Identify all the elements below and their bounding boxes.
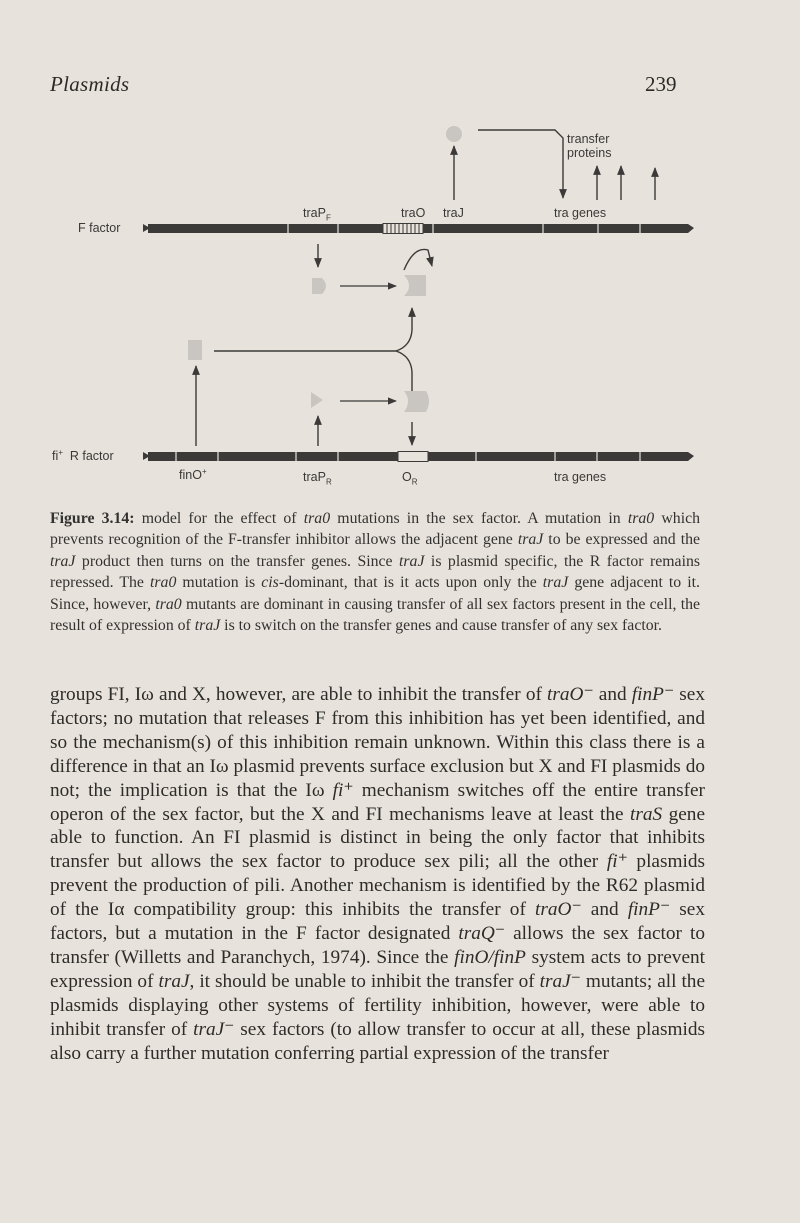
text-run: finP bbox=[627, 899, 660, 921]
text-run: system acts to prevent expression of bbox=[50, 946, 705, 992]
fino-text: finO bbox=[179, 468, 202, 483]
text-run: , it should be unable to inhibit the transfer of bbox=[189, 970, 540, 992]
trao-curved-arrow bbox=[404, 249, 432, 270]
running-head: Plasmids bbox=[50, 72, 130, 96]
transfer-proteins-label bbox=[567, 132, 611, 160]
fino-sup: + bbox=[201, 467, 207, 476]
trap-f-text: traP bbox=[303, 206, 326, 220]
figure-caption bbox=[50, 508, 700, 636]
body-paragraph bbox=[50, 683, 705, 1066]
f-factor-bar bbox=[143, 224, 694, 234]
text-run: -dominant, that is it acts upon only the bbox=[278, 574, 543, 592]
traj-label: traJ bbox=[443, 206, 464, 220]
text-run: ⁻ bbox=[570, 970, 581, 992]
text-run: ⁻ bbox=[659, 899, 671, 921]
text-run: and bbox=[593, 684, 632, 705]
trap-f-label bbox=[303, 206, 331, 223]
text-run: mutants are dominant in causing transfer of all sex factors present in the cell, the result of expression of bbox=[50, 595, 700, 635]
text-run: traJ bbox=[50, 552, 76, 570]
text-run: traO bbox=[547, 684, 584, 705]
fi-text: fi bbox=[52, 449, 59, 464]
text-run: ⁻ bbox=[494, 923, 506, 945]
fino-protein-square bbox=[188, 340, 202, 360]
r-complex-shape bbox=[404, 391, 429, 412]
trap-r-sub: R bbox=[325, 477, 332, 487]
text-run: fi bbox=[332, 779, 344, 801]
text-run: sex factors (to allow transfer to occur at all, these plasmids also carry a further mutation conferring partial expression of the transfer bbox=[50, 1018, 705, 1064]
text-run: mechanism switches off the entire transfer operon of the sex factor, but the X and FI mechanisms leave at least the bbox=[50, 779, 705, 825]
text-run: plasmids prevent the production of pili. Another mechanism is identified by the R62 plasmid of the Iα compatibility group: this inhibits the transfer of bbox=[50, 851, 705, 921]
text-run: traJ bbox=[193, 1018, 225, 1040]
text-run: tra0 bbox=[155, 595, 182, 613]
text-run: traJ bbox=[542, 574, 569, 592]
trap-r-label bbox=[303, 470, 332, 487]
text-run: fi bbox=[606, 851, 618, 873]
trao-mutant-circle bbox=[446, 126, 462, 142]
f-repressor-shape bbox=[312, 278, 326, 294]
text-run: ⁻ bbox=[663, 684, 675, 705]
caption-text bbox=[50, 510, 700, 634]
text-run: traO bbox=[535, 899, 572, 921]
fi-plus: + bbox=[58, 448, 63, 457]
text-run: mutants; all the plasmids displaying other systems of fertility inhibition, however, were able to inhibit transfer of bbox=[50, 970, 705, 1040]
or-sub: R bbox=[411, 477, 418, 487]
text-run: tra0 bbox=[150, 574, 177, 592]
bracket-upper-arrow bbox=[214, 308, 412, 351]
f-factor-label: F factor bbox=[78, 221, 121, 235]
text-run: ⁺ bbox=[343, 779, 354, 801]
text-run: mutation is bbox=[176, 574, 262, 592]
transfer-proteins-arrow bbox=[478, 130, 563, 198]
text-run: mutations in the sex factor. A mutation in bbox=[330, 510, 628, 527]
text-run: tra0 bbox=[627, 510, 655, 527]
text-run: to be expressed and the bbox=[543, 531, 700, 549]
text-run: gene able to function. An FI plasmid is distinct in being the only factor that inhibits transfer but allows the sex factor to produce sex pili; all the other bbox=[50, 803, 706, 873]
text-run: sex factors, but a mutation in the F factor designated bbox=[50, 899, 705, 945]
text-run: traJ bbox=[158, 970, 190, 992]
text-run: ⁻ bbox=[571, 899, 582, 921]
tra-genes-top-label: tra genes bbox=[554, 206, 607, 220]
text-run: and bbox=[581, 899, 628, 921]
body-text-runs bbox=[50, 683, 705, 1066]
text-run: sex factors; no mutation that releases F from this inhibition has yet been identified, and so the mechanism(s) of this inhibition remain unknown. Within this class there is a difference in that an Iω plasmid prevents surface exclusion but X and FI plasmids do not; the implication is that the Iω bbox=[50, 684, 705, 801]
figure-diagram bbox=[0, 110, 800, 500]
or-label bbox=[402, 470, 418, 487]
text-run: product then turns on the transfer genes. Since bbox=[75, 552, 400, 570]
text-run: traJ bbox=[399, 552, 425, 570]
text-run: model for the effect of bbox=[134, 510, 304, 527]
page-number: 239 bbox=[645, 72, 677, 96]
text-run: is to switch on the transfer genes and cause transfer of any sex factor. bbox=[220, 617, 662, 635]
transfer-label-line2: proteins bbox=[567, 146, 612, 160]
f-complex-shape bbox=[404, 275, 426, 296]
caption-title: Figure 3.14: bbox=[50, 510, 135, 527]
transfer-label-line1: transfer bbox=[567, 132, 610, 146]
trao-label: traO bbox=[401, 206, 426, 220]
r-repressor-shape bbox=[311, 392, 323, 408]
text-run: gene adjacent to it. Since, however, bbox=[50, 574, 700, 613]
text-run: groups FI, Iω and X, however, are able to inhibit the transfer of bbox=[50, 684, 548, 705]
r-factor-bar bbox=[143, 452, 694, 462]
text-run: traJ bbox=[194, 617, 221, 635]
tra-genes-bottom-label: tra genes bbox=[554, 470, 607, 484]
or-text: O bbox=[402, 470, 412, 484]
text-run: ⁻ bbox=[583, 684, 594, 705]
fino-label bbox=[179, 467, 207, 482]
text-run: traJ bbox=[539, 970, 571, 992]
text-run: cis bbox=[261, 574, 279, 592]
trap-r-text: traP bbox=[303, 470, 326, 484]
figure-3-14 bbox=[0, 110, 800, 500]
text-run: ⁻ bbox=[224, 1018, 235, 1040]
text-run: ⁺ bbox=[617, 851, 628, 873]
text-run: traJ bbox=[517, 531, 544, 549]
text-run: traS bbox=[630, 803, 663, 825]
text-run: tra0 bbox=[303, 510, 331, 527]
text-run: traQ bbox=[458, 923, 495, 945]
trap-f-sub: F bbox=[325, 213, 331, 223]
text-run: which prevents recognition of the F-transfer inhibitor allows the adjacent gene bbox=[50, 510, 700, 549]
text-run: finO/finP bbox=[454, 946, 526, 968]
r-factor-text: R factor bbox=[69, 449, 114, 464]
text-run: allows the sex factor to transfer (Willetts and Paranchych, 1974). Since the bbox=[50, 923, 705, 968]
text-run: is plasmid specific, the R factor remains repressed. The bbox=[50, 552, 700, 592]
text-run: finP bbox=[631, 684, 664, 705]
r-factor-label bbox=[52, 448, 114, 463]
